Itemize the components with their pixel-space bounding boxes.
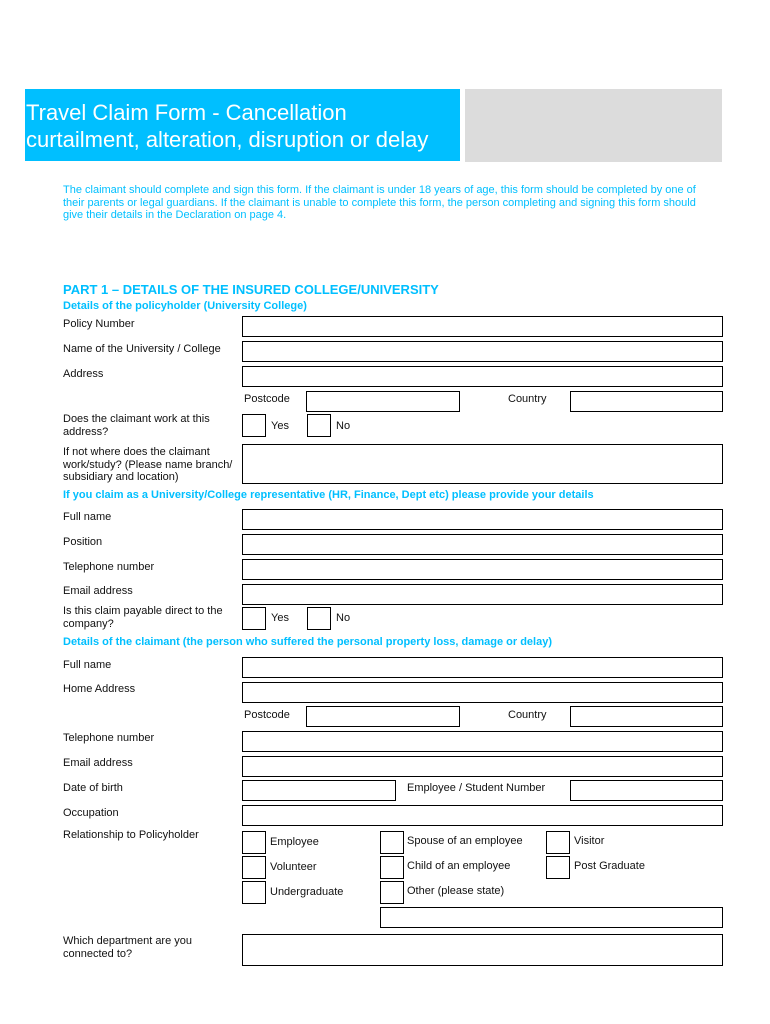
- rep-full-name-field[interactable]: [242, 509, 723, 530]
- claimant-email-field[interactable]: [242, 756, 723, 777]
- work-at-address-no-checkbox[interactable]: [307, 414, 331, 437]
- claimant-country-field[interactable]: [570, 706, 723, 727]
- postcode-field[interactable]: [306, 391, 460, 412]
- rep-email-field[interactable]: [242, 584, 723, 605]
- employee-number-field[interactable]: [570, 780, 723, 801]
- claimant-full-name-label: Full name: [63, 659, 112, 671]
- form-title-line1: Travel Claim Form - Cancellation: [26, 100, 347, 125]
- rep-telephone-field[interactable]: [242, 559, 723, 580]
- occupation-label: Occupation: [63, 807, 119, 819]
- university-name-label: Name of the University / College: [63, 343, 221, 355]
- spouse-checkbox[interactable]: [380, 831, 404, 854]
- policy-number-field[interactable]: [242, 316, 723, 337]
- postgrad-label: Post Graduate: [574, 860, 645, 872]
- work-at-address-yes-checkbox[interactable]: [242, 414, 266, 437]
- part1-title: PART 1 – DETAILS OF THE INSURED COLLEGE/UNIVERSITY: [63, 282, 439, 297]
- employee-number-label: Employee / Student Number: [407, 782, 546, 794]
- rep-email-label: Email address: [63, 585, 133, 597]
- volunteer-label: Volunteer: [270, 861, 317, 873]
- claimant-postcode-field[interactable]: [306, 706, 460, 727]
- intro-text: The claimant should complete and sign this form. If the claimant is under 18 years of age, this form should be completed by one of their parents or legal guardians. If the claimant is unable to complete this form, the person completing and signing this form should give their details in the Declaration on page 4.: [63, 184, 696, 221]
- other-label: Other (please state): [407, 885, 505, 897]
- work-location-question: If not where does the claimant work/study? (Please name branch/ subsidiary and location): [63, 446, 233, 483]
- other-checkbox[interactable]: [380, 881, 404, 904]
- address-field[interactable]: [242, 366, 723, 387]
- form-title-line2: curtailment, alteration, disruption or delay: [26, 127, 429, 152]
- claimant-full-name-field[interactable]: [242, 657, 723, 678]
- work-at-address-no-label: No: [336, 420, 351, 432]
- payable-direct-question: Is this claim payable direct to the company?: [63, 605, 223, 630]
- representative-heading: If you claim as a University/College representative (HR, Finance, Dept etc) please provide your details: [63, 489, 594, 501]
- country-field[interactable]: [570, 391, 723, 412]
- rep-position-label: Position: [63, 536, 103, 548]
- claimant-country-label: Country: [508, 709, 547, 721]
- child-label: Child of an employee: [407, 860, 511, 872]
- home-address-field[interactable]: [242, 682, 723, 703]
- payable-direct-yes-checkbox[interactable]: [242, 607, 266, 630]
- rep-telephone-label: Telephone number: [63, 561, 155, 573]
- payable-direct-yes-label: Yes: [271, 612, 289, 624]
- university-name-field[interactable]: [242, 341, 723, 362]
- undergrad-label: Undergraduate: [270, 886, 344, 898]
- address-label: Address: [63, 368, 104, 380]
- reference-panel: [465, 89, 722, 162]
- other-state-field[interactable]: [380, 907, 723, 928]
- payable-direct-no-label: No: [336, 612, 351, 624]
- visitor-label: Visitor: [574, 835, 605, 847]
- dob-field[interactable]: [242, 780, 396, 801]
- policyholder-heading: Details of the policyholder (University College): [63, 300, 307, 312]
- visitor-checkbox[interactable]: [546, 831, 570, 854]
- rep-full-name-label: Full name: [63, 511, 112, 523]
- spouse-label: Spouse of an employee: [407, 835, 523, 847]
- postcode-label: Postcode: [244, 393, 290, 405]
- relationship-label: Relationship to Policyholder: [63, 829, 199, 841]
- rep-position-field[interactable]: [242, 534, 723, 555]
- policy-number-label: Policy Number: [63, 318, 135, 330]
- work-location-field[interactable]: [242, 444, 723, 484]
- work-at-address-question: Does the claimant work at this address?: [63, 413, 210, 438]
- volunteer-checkbox[interactable]: [242, 856, 266, 879]
- undergrad-checkbox[interactable]: [242, 881, 266, 904]
- child-checkbox[interactable]: [380, 856, 404, 879]
- home-address-label: Home Address: [63, 683, 136, 695]
- occupation-field[interactable]: [242, 805, 723, 826]
- claimant-email-label: Email address: [63, 757, 133, 769]
- employee-label: Employee: [270, 836, 319, 848]
- payable-direct-no-checkbox[interactable]: [307, 607, 331, 630]
- claimant-postcode-label: Postcode: [244, 709, 290, 721]
- claimant-telephone-field[interactable]: [242, 731, 723, 752]
- postgrad-checkbox[interactable]: [546, 856, 570, 879]
- department-field[interactable]: [242, 934, 723, 966]
- department-question: Which department are you connected to?: [63, 935, 193, 960]
- claimant-telephone-label: Telephone number: [63, 732, 155, 744]
- claimant-heading: Details of the claimant (the person who suffered the personal property loss, damage or delay): [63, 636, 552, 648]
- country-label: Country: [508, 393, 547, 405]
- work-at-address-yes-label: Yes: [271, 420, 289, 432]
- employee-checkbox[interactable]: [242, 831, 266, 854]
- form-title-banner: [25, 89, 460, 161]
- dob-label: Date of birth: [63, 782, 123, 794]
